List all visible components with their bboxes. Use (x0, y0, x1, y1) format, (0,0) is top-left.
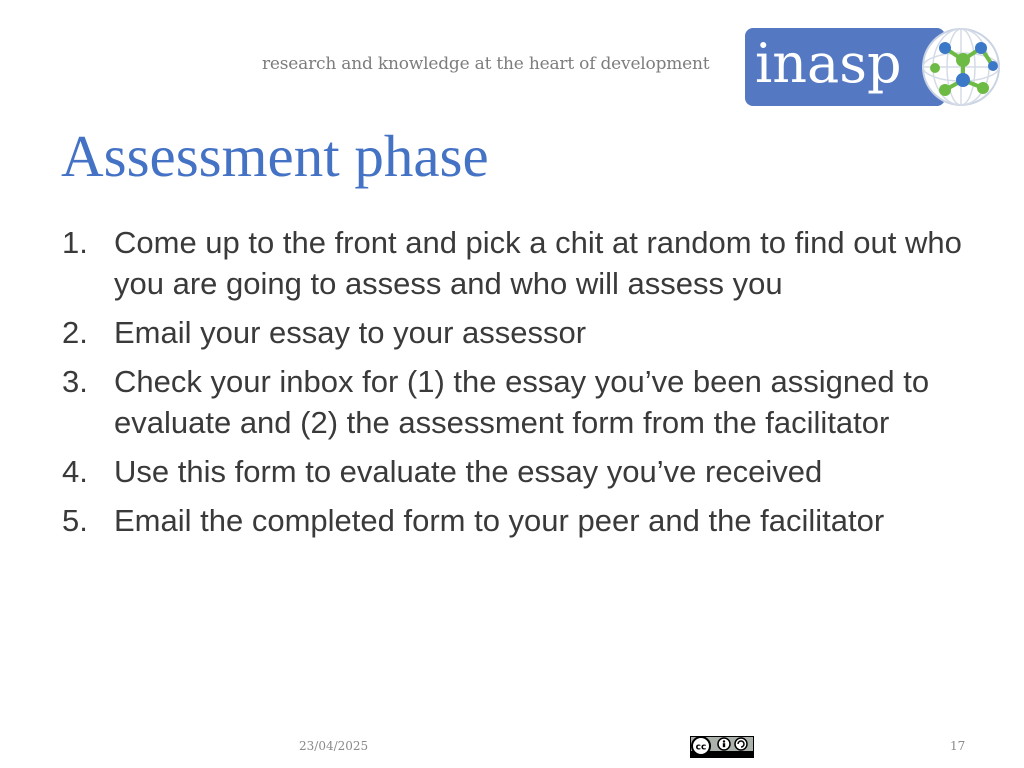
instruction-list (62, 222, 992, 549)
item-text: Email the completed form to your peer and the facilitator (114, 503, 885, 538)
cc-by-sa-icon[interactable] (690, 736, 754, 758)
list-item (62, 222, 992, 304)
tagline: research and knowledge at the heart of development (262, 54, 710, 74)
svg-text:cc: cc (695, 742, 707, 753)
item-number: 3. (62, 364, 88, 399)
item-number: 2. (62, 315, 88, 350)
slide-title: Assessment phase (61, 123, 489, 189)
item-number: 1. (62, 225, 88, 260)
item-text: Check your inbox for (1) the essay you’ve been assigned to evaluate and (2) the assessment form from the facilitator (114, 364, 930, 440)
item-text: Use this form to evaluate the essay you’ve received (114, 454, 823, 489)
list-item (62, 312, 992, 353)
item-text: Email your essay to your assessor (114, 315, 587, 350)
item-number: 5. (62, 503, 88, 538)
item-text: Come up to the front and pick a chit at random to find out who you are going to assess and who will assess you (114, 225, 962, 301)
globe-icon (915, 26, 1007, 108)
page-number: 17 (950, 739, 966, 753)
list-item (62, 361, 992, 443)
list-item (62, 500, 992, 541)
item-number: 4. (62, 454, 88, 489)
footer-date: 23/04/2025 (299, 739, 369, 753)
list-item (62, 451, 992, 492)
logo-text: inasp (755, 32, 902, 95)
inasp-logo (745, 26, 1007, 108)
